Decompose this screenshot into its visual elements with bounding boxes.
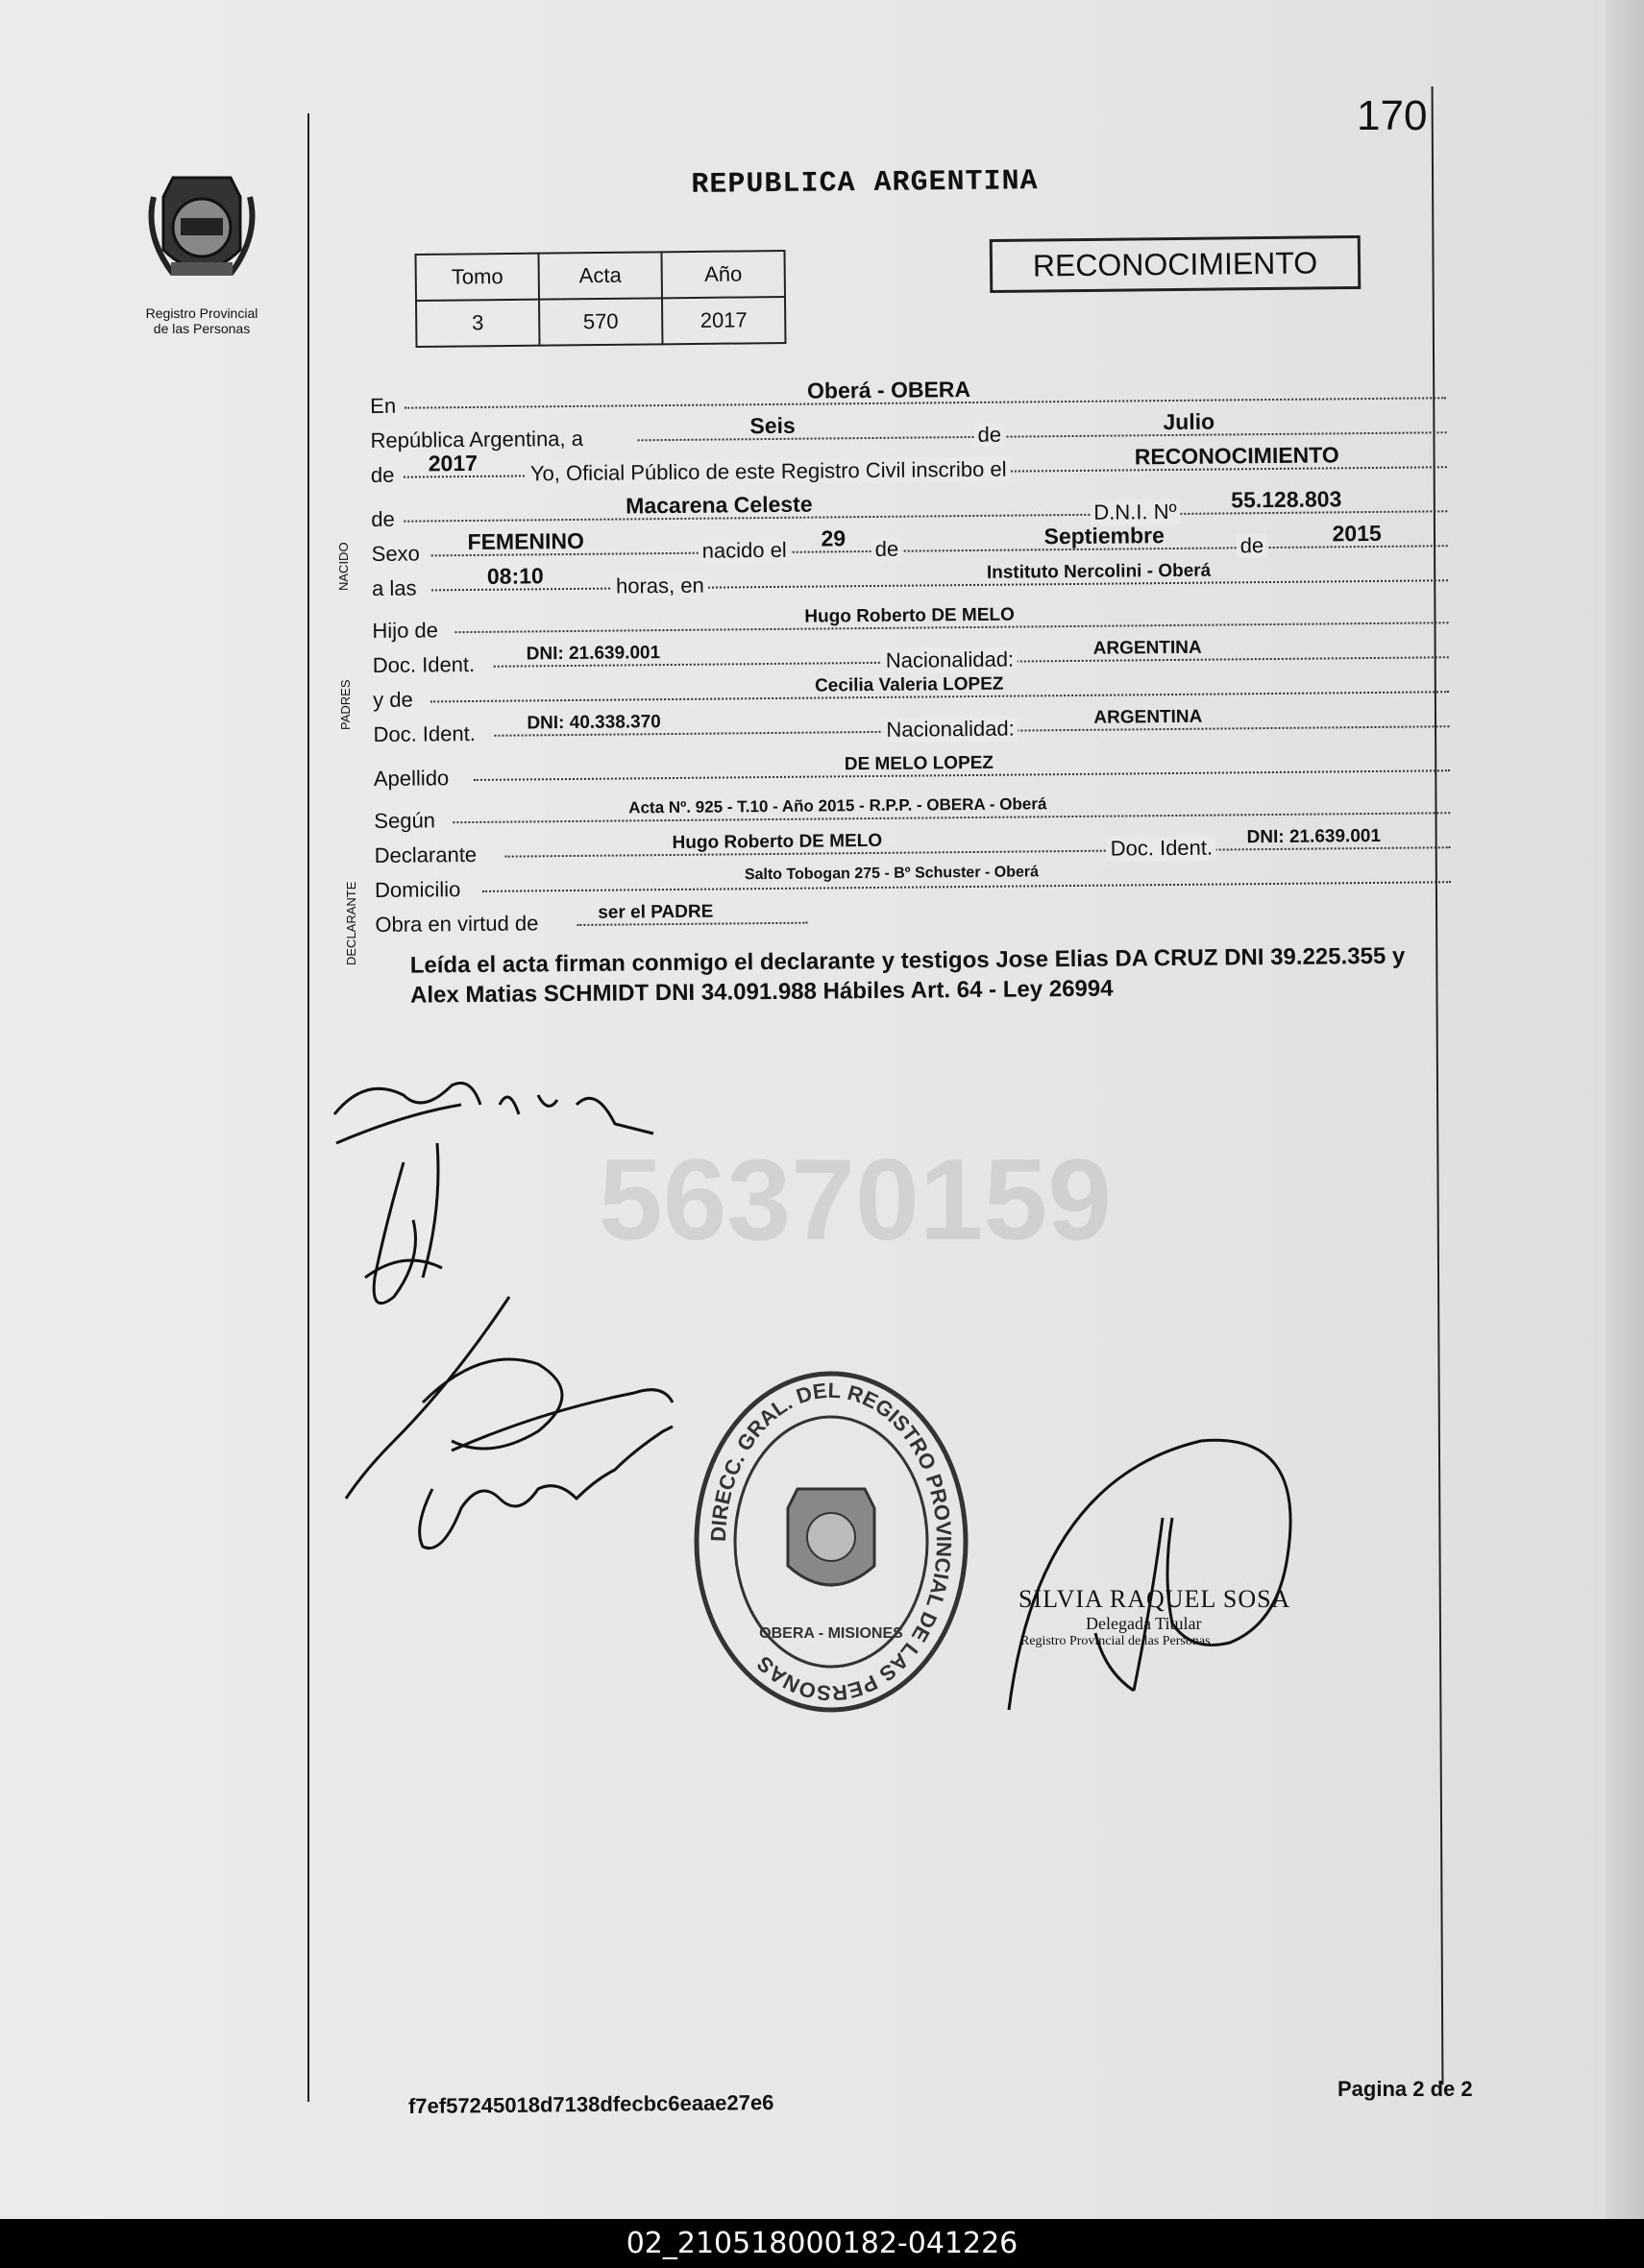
label-segun: Según <box>374 808 436 833</box>
value-segun: Acta Nº. 925 - T.10 - Año 2015 - R.P.P. - OBERA - Oberá <box>628 794 1047 817</box>
label-obra: Obra en virtud de <box>375 911 539 937</box>
label-oficial: Yo, Oficial Público de este Registro Civil inscribo el <box>527 457 1011 487</box>
value-father-nat: ARGENTINA <box>1092 637 1202 659</box>
label-doc-ident-3: Doc. Ident. <box>1107 836 1217 862</box>
value-domicilio: Salto Tobogan 275 - Bº Schuster - Oberá <box>744 864 1040 884</box>
logo-caption-line2: de las Personas <box>153 321 251 336</box>
official-name: SILVIA RAQUEL SOSA <box>1018 1585 1291 1613</box>
scan-id: 02_210518000182-041226 <box>626 2227 1018 2260</box>
scan-footer <box>0 2219 1644 2268</box>
label-de-month: de <box>973 423 1005 448</box>
value-sexo: FEMENINO <box>467 527 585 555</box>
label-doc-ident: Doc. Ident. <box>372 651 476 677</box>
label-en: En <box>370 393 397 418</box>
label-nacionalidad-2: Nacionalidad: <box>882 717 1018 743</box>
value-birth-year: 2015 <box>1332 520 1382 547</box>
label-a-las: a las <box>371 575 417 600</box>
label-de-name: de <box>371 506 395 531</box>
official-signature <box>1009 1440 1290 1710</box>
label-apellido: Apellido <box>373 766 450 791</box>
witness-signature-1 <box>334 1084 653 1144</box>
label-republica: República Argentina, a <box>370 426 584 452</box>
label-de-bmonth: de <box>871 537 903 562</box>
document-hash: f7ef57245018d7138dfecbc6eaae27e6 <box>407 2090 774 2118</box>
value-anio: 2017 <box>662 297 785 344</box>
value-father: Hugo Roberto DE MELO <box>804 604 1015 627</box>
label-horas: horas, en <box>612 573 708 599</box>
label-de-year: de <box>370 462 395 487</box>
official-stamp <box>687 1364 975 1719</box>
label-declarante: Declarante <box>374 841 478 867</box>
label-hijo: Hijo de <box>372 618 439 643</box>
value-mother-doc: DNI: 40.338.370 <box>527 712 661 734</box>
official-signature-block <box>1018 1585 1290 1649</box>
value-birth-month: Septiembre <box>1043 523 1165 549</box>
value-declarante-doc: DNI: 21.639.001 <box>1246 825 1382 848</box>
pagination: Pagina 2 de 2 <box>1337 2077 1473 2101</box>
value-year: 2017 <box>428 450 478 476</box>
document-type-box: RECONOCIMIENTO <box>990 235 1362 293</box>
label-y-de: y de <box>373 687 413 712</box>
closing-note: Leída el acta firman conmigo el declarante y testigos Jose Elias DA CRUZ DNI 39.225.355 y Alex Matias SCHMIDT DNI 34.091.988 Hábiles Art. 64 - Ley 26994 <box>409 942 1406 1009</box>
value-birth-time: 08:10 <box>486 563 544 589</box>
side-label-declarante: DECLARANTE <box>344 881 358 965</box>
side-label-nacido: NACIDO <box>336 542 351 591</box>
document-title: REPUBLICA ARGENTINA <box>691 165 1039 202</box>
label-dni: D.N.I. Nº <box>1090 500 1181 525</box>
side-label-padres: PADRES <box>338 679 353 730</box>
value-mother-nat: ARGENTINA <box>1093 706 1203 728</box>
header-acta: Acta <box>539 252 662 299</box>
stamp-emblem <box>788 1489 874 1585</box>
value-acta: 570 <box>539 298 662 345</box>
watermark-number: 56370159 <box>599 1135 1112 1264</box>
witness-signature-2 <box>365 1143 442 1304</box>
label-nacido: nacido el <box>699 538 791 564</box>
value-tomo: 3 <box>416 300 539 347</box>
value-obra: ser el PADRE <box>598 901 714 923</box>
value-declarante: Hugo Roberto DE MELO <box>672 830 883 854</box>
label-sexo: Sexo <box>371 541 420 566</box>
stamp-inner-text: OBERA - MISIONES <box>759 1625 903 1642</box>
witness-signature-3 <box>346 1297 673 1499</box>
label-doc-ident-2: Doc. Ident. <box>373 720 477 746</box>
value-father-doc: DNI: 21.639.001 <box>526 643 661 665</box>
value-dni: 55.128.803 <box>1231 486 1342 513</box>
value-mother: Cecilia Valeria LOPEZ <box>814 673 1004 696</box>
value-name: Macarena Celeste <box>626 491 813 519</box>
value-en: Oberá - OBERA <box>806 377 971 403</box>
value-birth-day: 29 <box>821 525 847 551</box>
header-tomo: Tomo <box>416 254 539 301</box>
label-de-byear: de <box>1237 533 1268 558</box>
value-apellido: DE MELO LOPEZ <box>844 752 994 775</box>
official-title: Delegada Titular <box>1086 1614 1202 1633</box>
stamp-ring-text: DIRECC. GRAL. DEL REGISTRO PROVINCIAL DE LAS PERSONAS <box>705 1378 957 1706</box>
page-number: 170 <box>1357 92 1428 139</box>
official-office: Registro Provincial de las Personas <box>1020 1634 1211 1648</box>
logo-caption-line1: Registro Provincial <box>145 305 258 321</box>
value-day: Seis <box>749 412 796 439</box>
value-act-type: RECONOCIMIENTO <box>1134 442 1339 470</box>
value-month: Julio <box>1163 408 1215 435</box>
label-nacionalidad: Nacionalidad: <box>882 647 1018 673</box>
label-domicilio: Domicilio <box>374 877 461 902</box>
header-anio: Año <box>661 251 784 298</box>
value-birth-place: Instituto Nercolini - Oberá <box>986 560 1212 583</box>
